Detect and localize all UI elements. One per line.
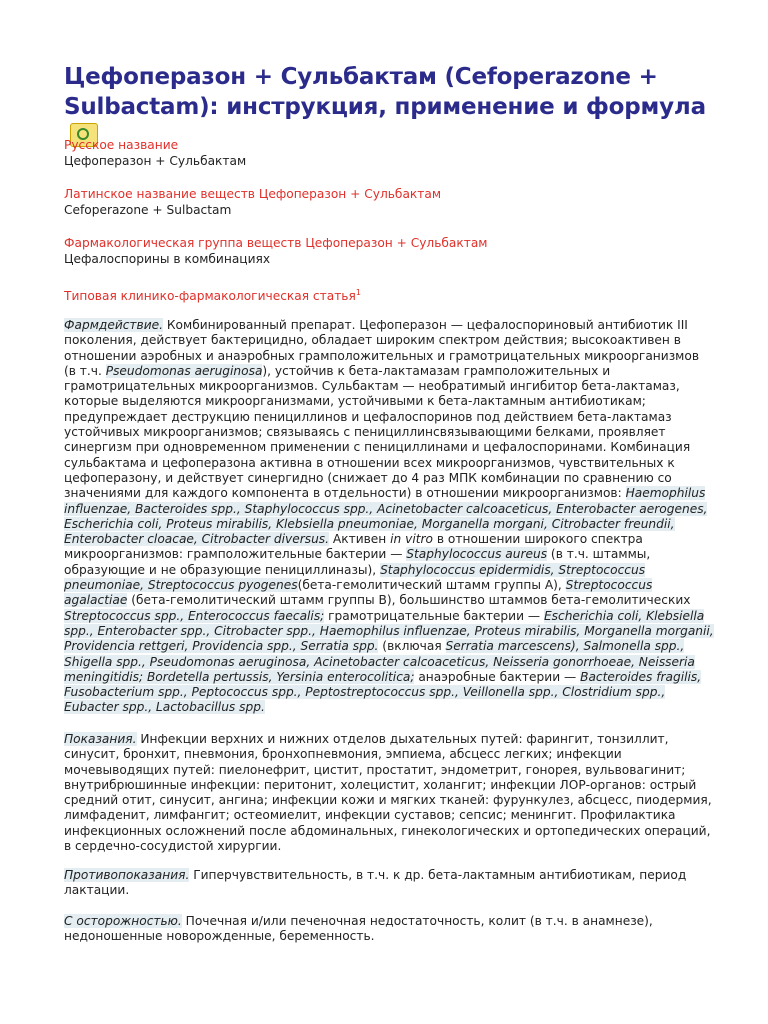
article-heading-text: Типовая клинико-фармакологическая статья [64,289,356,304]
pharm-action-i10: Bacteroides fragilis, Fusobacterium spp., Peptococcus spp., Peptostreptococcus spp., Veillonella spp., Clostridium spp., Eubacter spp., Lactobacillus spp. [64,669,702,715]
russian-name-heading: Русское название [64,138,179,152]
article-heading [64,285,714,304]
pharm-action-paragraph [64,318,714,716]
indications-label: Показания. [64,732,137,746]
contraindications-paragraph [64,868,714,899]
pharm-group-value: Цефалоспорины в комбинациях [64,252,271,266]
contraindications-label: Противопоказания. [64,868,190,882]
pharm-group-heading: Фармакологическая группа веществ Цефоперазон + Сульбактам [64,236,488,250]
article-section [64,285,714,304]
pharm-action-i8: Escherichia coli, Klebsiella spp., Enterobacter spp., Citrobacter spp., Haemophilus influenzae, Proteus mirabilis, Morganella morganii, Providencia rettgeri, Providencia spp., Serratia spp. [64,608,714,654]
pharm-action-i3: in vitro [390,532,433,547]
latin-name-heading: Латинское название веществ Цефоперазон + Сульбактам [64,187,442,201]
pharm-action-i2: Haemophilus influenzae, Bacteroides spp., Staphylococcus spp., Acinetobacter calcoaceticus, Enterobacter aerogenes, Escherichia coli, Proteus mirabilis, Klebsiella pneumoniae, Morganella morgani, Citrobacter freundii, Enterobacter cloacae, Citrobacter diversus. [64,486,708,547]
pharm-action-i5: Staphylococcus epidermidis, Streptococcus pneumoniae, Streptococcus pyogenes [64,562,646,593]
indications-paragraph [64,732,714,854]
pharm-action-seg1: Комбинированный препарат. Цефоперазон — цефалоспориновый антибиотик III поколения, действует бактерицидно, обладает широким спектром действия; высокоактивен в отношении аэробных и анаэробных грамположительных и грамотрицательных микроорганизмов (в т.ч. [64,318,700,378]
pharm-action-i4: Staphylococcus aureus [406,547,548,562]
pharm-action-i6: Streptococcus agalactiae [64,578,653,608]
pharm-action-i1: Pseudomonas aeruginosa [105,363,263,378]
pharm-action-seg3: Активен [329,532,391,547]
russian-name-value: Цефоперазон + Сульбактам [64,154,247,168]
caution-label: С осторожностью. [64,914,182,928]
pharm-action-seg7: (бета-гемолитический штамм группы В), большинство штаммов бета-гемолитических [127,593,691,608]
pharm-action-seg2: ), устойчив к бета-лактамазам грамположительных и грамотрицательных микроорганизмов. Сульбактам — необратимый ингибитор бета-лактамаз, которые выделяются микроорганизмами, устойчивыми к бета-лактамным антибиотикам; предупреждает деструкцию пенициллинов и цефалоспоринов под действием бета-лактамаз устойчивых микроорганизмов; связываясь с пенициллинсвязывающими белками, проявляет синергизм при одновременном применении с пенициллинами и цефалоспоринами. Комбинация сульбактама и цефоперазона активна в отношении всех микроорганизмов, чувствительных к цефоперазону, и действует синергидно (снижает до 4 раз МПК комбинации по сравнению со значениями для каждого компонента в отдельности) в отношении микроорганизмов: [64,363,691,501]
caution-paragraph [64,914,714,945]
pharm-action-seg6: (бета-гемолитический штамм группы А), [297,578,566,593]
article-footnote: 1 [355,288,361,297]
pharm-action-seg9: (включая [378,639,446,654]
page-title-text: Цефоперазон + Сульбактам (Cefoperazone + Sulbactam): инструкция, применение и формула [64,64,706,120]
caution-text: Почечная и/или печеночная недостаточность, колит (в т.ч. в анамнезе), недоношенные новорожденные, беременность. [64,914,653,944]
indications-text: Инфекции верхних и нижних отделов дыхательных путей: фарингит, тонзиллит, синусит, бронхит, пневмония, бронхопневмония, эмпиема, абсцесс легких; инфекции мочевыводящих путей: пиелонефрит, цистит, простатит, эндометрит, гонорея, вульвовагинит; внутрибрюшинные инфекции: перитонит, холецистит, холангит; инфекции ЛОР-органов: острый средний отит, синусит, ангина; инфекции кожи и мягких тканей: фурункулез, абсцесс, пиодермия, лимфаденит, лимфангит; остеомиелит, инфекции суставов; сепсис; менингит. Профилактика инфекционных осложнений после абдоминальных, гинекологических и ортопедических операций, в сердечно-сосудистой хирургии. [64,732,712,854]
pharm-action-seg10: анаэробные бактерии — [414,669,581,684]
latin-name-section [64,186,714,219]
pharm-action-label: Фармдействие. [64,318,164,332]
pharm-group-section [64,235,714,268]
pharm-action-seg4: в отношении широкого спектра микроорганизмов: грамположительные бактерии — [64,532,643,562]
pharm-action-seg5: (в т.ч. штаммы, образующие и не образующие пенициллиназы), [64,547,651,577]
pharm-action-i7: Streptococcus spp., Enterococcus faecalis; [64,608,325,623]
russian-name-section [64,137,714,170]
latin-name-value: Cefoperazone + Sulbactam [64,203,232,217]
pharm-action-i9: Serratia marcescens), Salmonella spp., Shigella spp., Pseudomonas aeruginosa, Acinetobacter calcoaceticus, Neisseria gonorrhoeae, Neisseria meningitidis; Bordetella pertussis, Yersinia enterocolitica; [64,639,695,684]
contraindications-text: Гиперчувствительность, в т.ч. к др. бета-лактамным антибиотикам, период лактации. [64,868,687,898]
pharm-action-seg8: грамотрицательные бактерии — [324,608,544,623]
